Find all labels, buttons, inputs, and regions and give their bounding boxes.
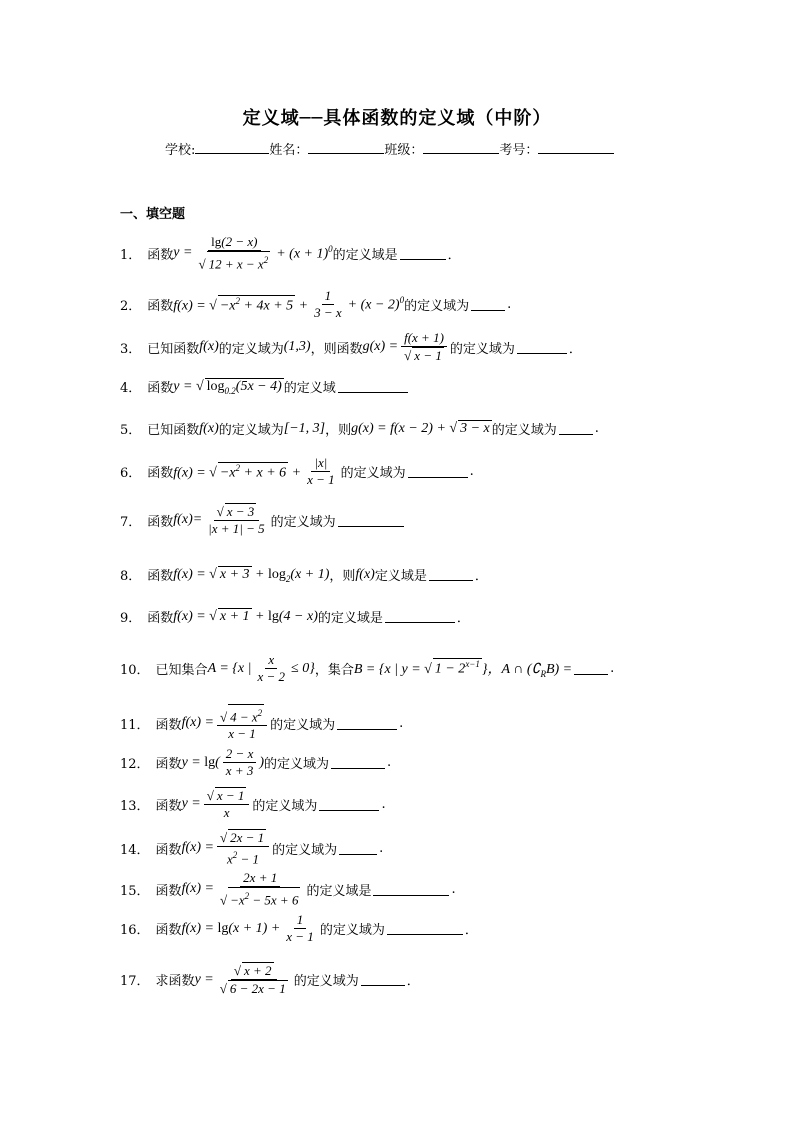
question-7: 7． 函数 f(x)= $\frac{√ x - 3}{|x + 1| - 5}$ 的定义域为	[120, 503, 406, 537]
math-fraction: $\frac{√ 2x - 1}{x^2 - 1}$	[217, 829, 269, 867]
math-fraction: $\frac{√ x + 2}{√ 6 - 2x - 1}$	[219, 963, 286, 996]
question-12: 12． 函数 y = lg( $\frac{2 - x}{x + 3}$ ) 的定义域为 .	[120, 746, 392, 778]
question-15: 15． 函数 f(x) = $\frac{2x + 1}{√ -x^2 - 5x + 6}$ 的定义域是 .	[120, 870, 456, 908]
answer-blank[interactable]	[408, 465, 468, 478]
answer-blank[interactable]	[471, 298, 505, 311]
math-fraction: $\frac{f(x + 1)}{√ x - 1}$	[401, 330, 447, 364]
answer-blank[interactable]	[400, 247, 446, 260]
question-5: 5． 已知函数 f(x) 的定义域为 [−1, 3] ，则 g(x) = f(x − 2) + √ 3 − x 的定义域为 .	[120, 420, 599, 438]
question-8: 8． 函数 f(x) = √ $x + 3 + \log_2(x + 1)$ ，则 f(x) 定义域是 ．	[120, 566, 488, 584]
section-heading: 一、填空题	[120, 207, 186, 222]
math-expression: y =	[173, 245, 193, 261]
math-fraction: $\frac{|x|}{x - 1}$	[307, 455, 335, 487]
class-field[interactable]	[423, 141, 499, 154]
question-9: 9． 函数 f(x) = √ x + 1 + lg(4 − x) 的定义域是 ．	[120, 609, 470, 626]
question-14: 14． 函数 f(x) = $\frac{√ 2x - 1}{x^2 - 1}$ 的定义域为 .	[120, 830, 384, 867]
question-6: 6． 函数 f(x) = √ $-x^2 + x + 6$ + $\frac{|x|}{x - 1}$ 的定义域为 .	[120, 455, 474, 487]
math-fraction: $\frac{√ 4 - x^2}{x - 1}$	[217, 704, 267, 742]
math-fraction: $\frac{2x + 1}{√ -x^2 - 5x + 6}$	[219, 870, 299, 908]
class-label: 班级：	[384, 143, 424, 158]
math-fraction: $\frac{x}{x - 2}$	[257, 652, 286, 684]
answer-blank[interactable]	[361, 973, 405, 986]
question-2: 2． 函数 f(x) = √ $-x^2 + 4x + 5$ + $\frac{1}{3 - x}$ + $(x - 2)^0$ 的定义域为 .	[120, 288, 512, 320]
math-fraction: $\frac{1}{x - 1}$	[286, 912, 314, 944]
page-title: 定义域──具体函数的定义域（中阶）	[242, 108, 552, 129]
question-3: 3． 已知函数 f(x) 的定义域为 (1,3) ，则函数 g(x) = $\frac{f(x + 1)}{√ x - 1}$ 的定义域为 ．	[120, 330, 582, 363]
question-10: 10． 已知集合 A = {x | $\frac{x}{x - 2}$ ≤ 0} ，集合 B = {x | y = √ $1 - 2^{x-1}$ }，A ∩ $(∁_RB)$ = .	[120, 652, 615, 684]
answer-blank[interactable]	[517, 341, 567, 354]
question-4: 4． 函数 y = √ $\log_{0.2}(5x - 4)$ 的定义域	[120, 377, 410, 396]
question-17: 17． 求函数 y = $\frac{√ x + 2}{√ 6 - 2x - 1}$ 的定义域为 ．	[120, 963, 420, 996]
school-label: 学校:	[165, 143, 196, 158]
answer-blank[interactable]	[574, 662, 608, 675]
answer-blank[interactable]	[385, 610, 455, 623]
student-info-line	[165, 139, 614, 158]
name-field[interactable]	[308, 141, 384, 154]
question-16: 16． 函数 f(x) = lg(x + 1) + $\frac{1}{x - 1}$ 的定义域为 ．	[120, 912, 478, 944]
exam-label: 考号：	[499, 143, 539, 158]
answer-blank[interactable]	[559, 422, 593, 435]
math-fraction: $\frac{√ x - 1}{x}$	[204, 787, 250, 821]
answer-blank[interactable]	[337, 717, 397, 730]
question-13: 13． 函数 y = $\frac{√ x - 1}{x}$ 的定义域为 .	[120, 788, 386, 820]
math-fraction: $\frac{2 - x}{x + 3}$	[223, 746, 257, 779]
name-label: 姓名：	[269, 143, 309, 158]
math-fraction: $\frac{1}{3 - x}$	[314, 288, 342, 320]
answer-blank[interactable]	[319, 798, 379, 811]
math-fraction: $\frac{√ x - 3}{|x + 1| - 5}$	[208, 504, 265, 536]
answer-blank[interactable]	[339, 842, 377, 855]
math-fraction: $\frac{\lg(2 - x)}{√ 12 + x - x^2}$	[198, 234, 269, 272]
exam-number-field[interactable]	[538, 141, 614, 154]
answer-blank[interactable]	[429, 568, 473, 581]
question-1: 1． 函数 y = $\frac{\lg(2 - x)}{√ 12 + x - x^2}$ + $(x + 1)^0$ 的定义域是 ．	[120, 234, 461, 272]
answer-blank[interactable]	[331, 756, 385, 769]
answer-blank[interactable]	[338, 514, 404, 527]
answer-blank[interactable]	[373, 883, 449, 896]
answer-blank[interactable]	[387, 922, 463, 935]
answer-blank[interactable]	[338, 380, 408, 393]
question-11: 11． 函数 f(x) = $\frac{√ 4 - x^2}{x - 1}$ 的定义域为 .	[120, 704, 403, 742]
school-field[interactable]	[195, 141, 269, 154]
